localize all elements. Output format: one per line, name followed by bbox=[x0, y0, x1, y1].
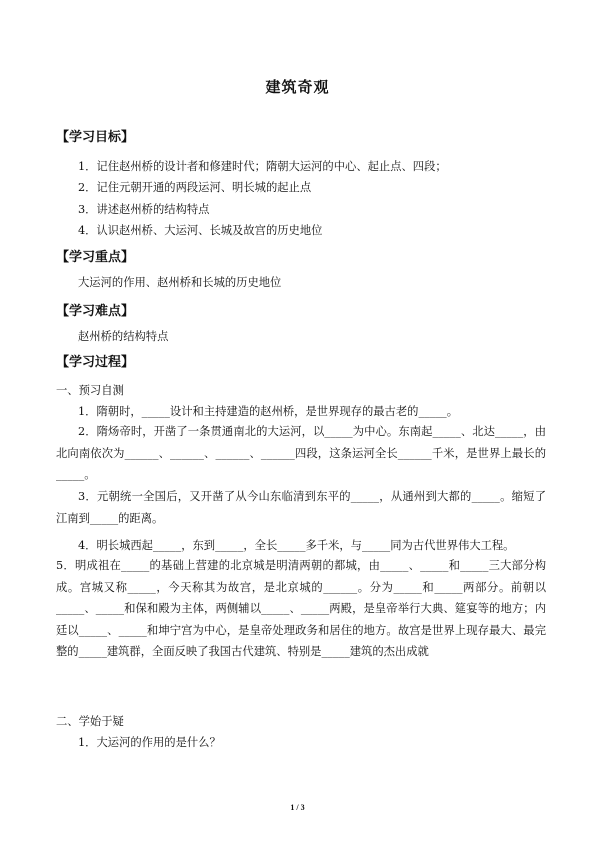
question-1: 1．隋朝时，_____设计和主持建造的赵州桥，是世界现存的最古老的_____。 bbox=[78, 405, 458, 418]
question-3: 3．元朝统一全国后，又开凿了从今山东临清到东平的_____，从通州到大都的_____。缩短了江南到_____的距离。 bbox=[56, 490, 546, 525]
document-title: 建筑奇观 bbox=[265, 78, 330, 96]
key-points-heading: 【学习重点】 bbox=[56, 250, 135, 265]
part1-title: 一、预习自测 bbox=[56, 384, 124, 397]
key-points-text: 大运河的作用、赵州桥和长城的历史地位 bbox=[78, 276, 282, 289]
question-4: 4．明长城西起_____，东到_____，全长_____多千米，与_____同为古代世界伟大工程。 bbox=[78, 539, 515, 552]
goal-item-1: 1．记住赵州桥的设计者和修建时代；隋朝大运河的中心、起止点、四段； bbox=[78, 160, 447, 173]
learning-process-heading: 【学习过程】 bbox=[56, 355, 135, 370]
question-6: 1．大运河的作用的是什么？ bbox=[78, 736, 221, 749]
learning-goals-heading: 【学习目标】 bbox=[56, 130, 135, 145]
goal-item-2: 2．记住元朝开通的两段运河、明长城的起止点 bbox=[78, 181, 312, 194]
part2-title: 二、学始于疑 bbox=[56, 715, 124, 728]
goal-item-3: 3．讲述赵州桥的结构特点 bbox=[78, 203, 210, 216]
goal-item-4: 4．认识赵州桥、大运河、长城及故宫的历史地位 bbox=[78, 224, 323, 237]
difficult-points-heading: 【学习难点】 bbox=[56, 304, 135, 319]
difficult-points-text: 赵州桥的结构特点 bbox=[78, 330, 169, 343]
question-2: 2．隋炀帝时，开凿了一条贯通南北的大运河，以_____为中心。东南起_____、北达_____，由北向南依次为______、______、______、______四段，这条运河全长______千米，是世界上最长的_____。 bbox=[56, 425, 546, 481]
question-5: 5．明成祖在_____的基础上营建的北京城是明清两朝的都城，由_____、_____和_____三大部分构成。宫城又称_____，今天称其为故宫，是北京城的______。分为_____和_____两部分。前朝以_____、_____和保和殿为主体，两侧辅以_____、_____两殿，是皇帝举行大典、筵宴等的地方；内廷以_____、_____和坤宁宫为中心，是皇帝处理政务和居住的地方。故宫是世界上现存最大、最完整的_____建筑群，全面反映了我国古代建筑、特别是_____建筑的杰出成就 bbox=[56, 559, 546, 658]
page-number: 1 / 3 bbox=[290, 803, 305, 812]
